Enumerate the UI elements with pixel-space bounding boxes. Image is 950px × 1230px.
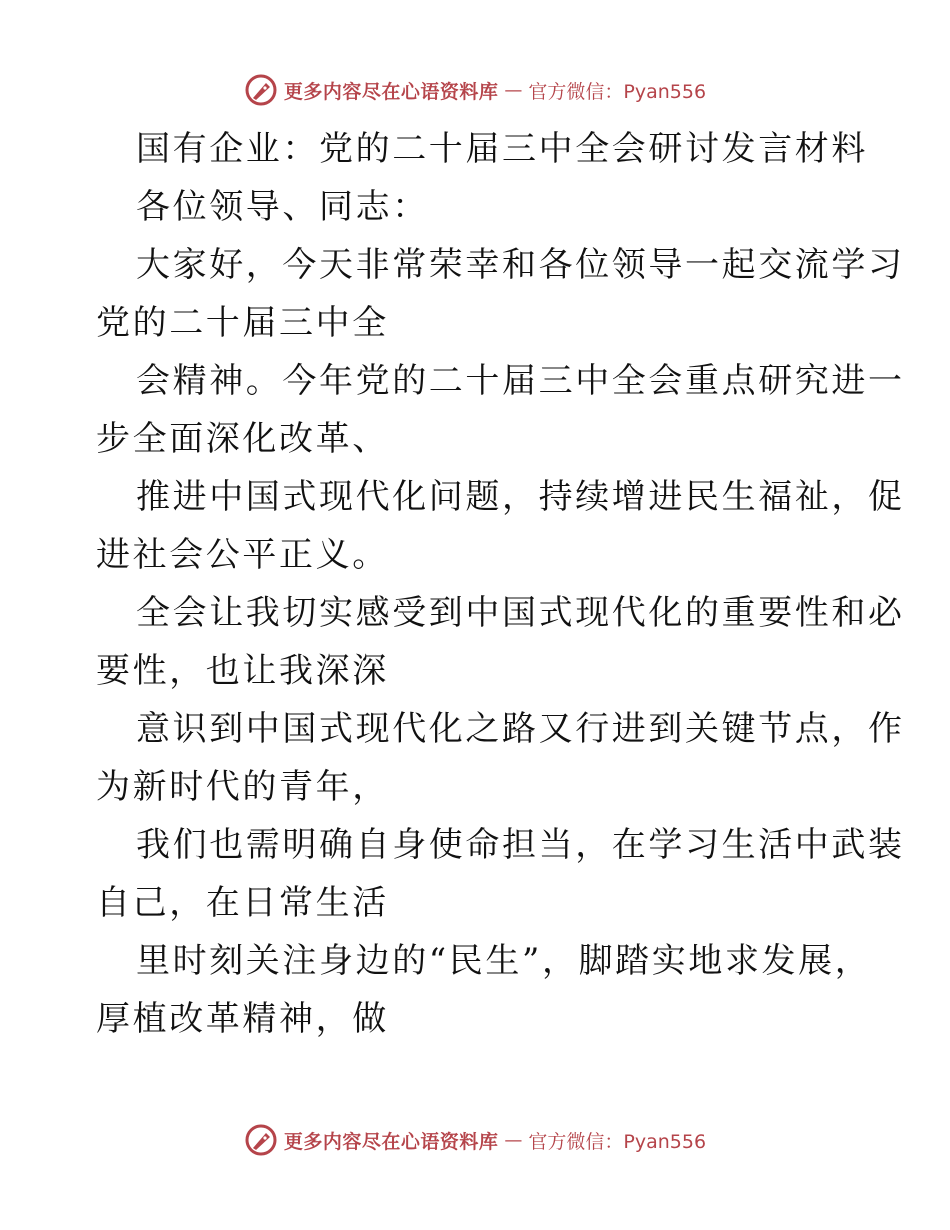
paragraph-line: 为新时代的青年， — [96, 767, 389, 807]
watermark-separator: — — [504, 1129, 523, 1151]
paragraph-line: 会精神。今年党的二十届三中全会重点研究进一 — [136, 361, 905, 401]
watermark-separator: — — [504, 79, 523, 101]
paragraph-line: 步全面深化改革、 — [96, 419, 389, 459]
paragraph-line: 意识到中国式现代化之路又行进到关键节点，作 — [136, 709, 905, 749]
paragraph-line: 我们也需明确自身使命担当，在学习生活中武装 — [136, 825, 905, 865]
paragraph-line: 大家好，今天非常荣幸和各位领导一起交流学习 — [136, 245, 905, 285]
salutation: 各位领导、同志： — [136, 187, 429, 227]
document-title: 国有企业：党的二十届三中全会研讨发言材料 — [136, 129, 868, 169]
footer-watermark — [0, 1120, 950, 1160]
paragraph-line: 推进中国式现代化问题，持续增进民生福祉，促 — [136, 477, 905, 517]
paragraph-line: 厚植改革精神，做 — [96, 999, 389, 1039]
header-watermark — [0, 70, 950, 110]
watermark-text: 更多内容尽在心语资料库 — [283, 80, 499, 103]
watermark-wechat: 官方微信：Pyan556 — [528, 80, 707, 103]
paragraph-line: 党的二十届三中全 — [96, 303, 389, 343]
pen-nib-logo-icon — [244, 73, 278, 107]
paragraph-line: 自己，在日常生活 — [96, 883, 389, 923]
watermark-wechat: 官方微信：Pyan556 — [528, 1130, 707, 1153]
document-body — [96, 120, 905, 1048]
paragraph-line: 里时刻关注身边的“民生”，脚踏实地求发展， — [136, 941, 872, 981]
paragraph-line: 进社会公平正义。 — [96, 535, 389, 575]
paragraph-line: 要性，也让我深深 — [96, 651, 389, 691]
watermark-text: 更多内容尽在心语资料库 — [283, 1130, 499, 1153]
paragraph-line: 全会让我切实感受到中国式现代化的重要性和必 — [136, 593, 905, 633]
pen-nib-logo-icon — [244, 1123, 278, 1157]
